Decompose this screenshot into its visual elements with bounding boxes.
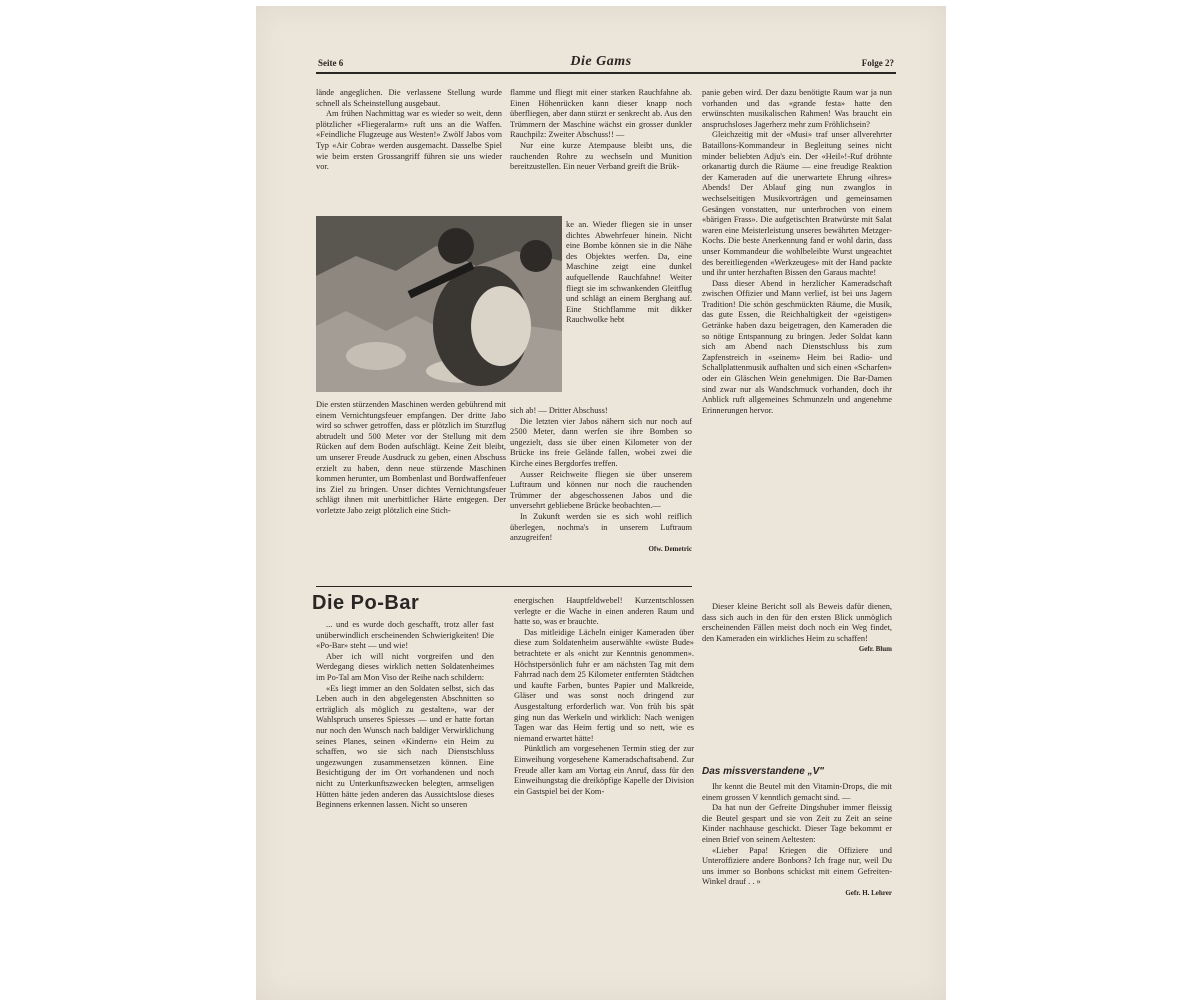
paragraph: «Es liegt immer an den Soldaten selbst, sich das Leben auch in den abgelegensten Abschnitten so erträglich als möglich zu gestalten», war der Wahlspruch unseres Spiesses — und er hatte fortan nur noch den Wunsch nach baldiger Verwirklichung seines Planes, seinen «Kindern» ein Heim zu schaffen, wo sie sich nach Dienstschluss ungezwungen zusammensetzen können. Eine Besichtigung der im Ort vorhandenen und noch nicht zu Unterkunftszwecken belegten, armseligen Hütten hätte jeden anderen das Aussichtslose dieses Beginnens erkennen lassen. Nicht so unseren (316, 683, 494, 810)
column-2-top (510, 88, 692, 173)
paragraph: Nur eine kurze Atempause bleibt uns, die rauchenden Rohre zu wechseln und Munition bereitzustellen. Ein neuer Verband greift die Brük- (510, 140, 692, 172)
pobar-column-2 (514, 596, 694, 797)
soldiers-photo (316, 216, 562, 392)
paragraph: Ausser Reichweite fliegen sie über unserem Luftraum und können nur noch die rauchenden Trümmer der abgeschossenen Jabos und die unversehrt gebliebene Brücke beobachten.— (510, 469, 692, 511)
column-2-bottom (510, 406, 692, 554)
background-left (0, 0, 256, 1000)
masthead-title: Die Gams (570, 54, 632, 69)
photo-caption (316, 400, 506, 517)
paragraph: Dass dieser Abend in herzlicher Kameradschaft zwischen Offizier und Mann verlief, ist bei uns Jagern Tradition! Die schön geschmückten Räume, die Musik, das gute Essen, die Reichhaltigkeit der «geistigen» Getränke haben dazu beigetragen, den Kameraden die so nötige Entspannung zu bringen. Jeder Soldat kann sich am Abend nach Dienstschluss bis zum Zapfenstreich in «seinem» Heim bei Radio- und Schallplattenmusik aufhalten und sich einen «Scharfen» oder ein Gläschen Wein genehmigen. Die Bar-Damen sind zwar nur als Wandschmuck vorhanden, doch ihr Anblick ruft allgemeines Schmunzeln und angenehme Erinnerungen hervor. (702, 278, 892, 415)
paragraph: sich ab! — Dritter Abschuss! (510, 406, 608, 415)
paragraph: In Zukunft werden sie es sich wohl reiflich überlegen, nochma's in unserem Luftraum anzugreifen! (510, 511, 692, 543)
paragraph: Am frühen Nachmittag war es wieder so weit, denn plötzlicher «Fliegeralarm» ruft uns an die Waffen. «Feindliche Flugzeuge aus Westen!» Zwölf Jabos vom Typ «Air Cobra» werden ausgemacht. Dasselbe Spiel wie beim ersten Grossangriff führen sie uns wieder vor. (316, 109, 502, 172)
caption-text: Die ersten stürzenden Maschinen werden gebührend mit einem Vernichtungsfeuer empfangen. Der dritte Jabo wird so schwer getroffen, dass er plötzlich im Sturzflug abtrudelt und 500 Meter vor der Stellung mit dem Rücken auf dem Boden aufschlägt. Keine Zeit bleibt, um unserer Freude Ausdruck zu geben, einen Abschuss erzielt zu haben, denn neue stürzende Maschinen kommen herunter, um Bombenlast und Bordwaffenfeuer ins Ziel zu bringen. Unser dichtes Vernichtungsfeuer schlägt ihnen mit unerbittlicher Härte entgegen. Der vorletzte Jabo zeigt plötzlich eine Stich- (316, 400, 506, 515)
paragraph: Die letzten vier Jabos nähern sich nur noch auf 2500 Meter, dann werfen sie ihre Bomben so ungezielt, dass sie über einen Kilometer von der Brücke ins freie Gelände fallen, wobei zwei die Kirche eines Bergdorfes treffen. (510, 416, 692, 468)
column-3-bottom (702, 602, 892, 655)
column-1-top (316, 88, 502, 173)
paragraph: Dieser kleine Bericht soll als Beweis dafür dienen, dass sich auch in den für den ersten Blick unmöglich erscheinenden Fällen meist doch noch ein Weg findet, den Kameraden ein wirkliches Heim zu schaffen! (702, 602, 892, 643)
paragraph: ... und es wurde doch geschafft, trotz aller fast unüberwindlich erscheinenden Schwierigkeiten! Die «Po-Bar» steht — und wie! (316, 620, 494, 651)
paragraph: Gleichzeitig mit der «Musi» traf unser allverehrter Bataillons-Kommandeur in Begleitung seines nicht minder beliebten Adju's ein. Der «Heil»!-Ruf dröhnte orkanartig durch die Räume — eine freudige Reaktion der Kameraden auf die unerwartete Ehrung «ihres» Abends! Der Ablauf ging nun zwanglos in wechselseitigen Musikvorträgen und gemeinsamen Gesängen vonstatten, nur unterbrochen von einem «bärigen Frass». Die aufgetischten Bratwürste mit Salat waren eine Meisterleistung unseres bewährten Metzger-Kochs. Die beste Anerkennung fand er wohl darin, dass unser Kommandeur die wohlbeleibte Wurst ungeachtet des bereitliegenden «Werkzeuges» mit der Hand packte und ihr unter herzhaften Bissen den Garaus machte! (702, 130, 892, 278)
header-rule (316, 72, 896, 74)
paragraph: panie geben wird. Der dazu benötigte Raum war ja nun vorhanden und das «grande festa» hatte den erwünschten musikalischen Rahmen! Was braucht ein anspruchsloses Jagerherz mehr zum Fröhlichsein? (702, 88, 892, 129)
author-signature: Gefr. Blum (858, 645, 892, 654)
paragraph: ke an. Wieder fliegen sie in unser dichtes Abwehrfeuer hinein. Nicht eine Bombe können sie in die Nähe des Objektes werfen. Da, eine Maschine zeigt eine dunkel aufquellende Rauchfahne! Weiter fliegt sie im schwankenden Gleitflug und schlägt an einem Berghang auf. Eine Stichflamme mit dikker Rauchwolke hebt (566, 220, 692, 325)
column-3-top (702, 88, 892, 416)
background-right (946, 0, 1200, 1000)
issue-number: Folge 2? (861, 58, 894, 68)
page-number: Seite 6 (318, 58, 344, 68)
paragraph: Da hat nun der Gefreite Dingshuber immer fleissig die Beutel gespart und sie von Zeit zu Zeit an seine Kinder nachhause geschickt. Dieser Tage bekommt er einen Brief von seinem Aeltesten: (702, 803, 892, 844)
column-2-middle (566, 220, 692, 326)
paragraph: lände angeglichen. Die verlassene Stellung wurde schnell als Scheinstellung ausgebaut. (316, 88, 502, 108)
paragraph: Ihr kennt die Beutel mit den Vitamin-Drops, die mit einem grossen V kenntlich gemacht sind. — (702, 782, 892, 802)
paragraph: Aber ich will nicht vorgreifen und den Werdegang dieses wirklich netten Soldatenheimes im Po-Tal am Mon Viso der Reihe nach schildern: (316, 651, 494, 682)
article-heading: Die Po-Bar (312, 592, 420, 614)
author-signature: Ofw. Demetric (648, 544, 692, 553)
missverstanden-article (702, 782, 892, 899)
pobar-column-1 (316, 620, 494, 811)
paragraph: Pünktlich am vorgesehenen Termin stieg der zur Einweihung vorgesehene Kameradschaftsabend. Zur Freude aller kam am Vortag ein Anruf, dass für den Einweihungstag die dreiköpfige Kapelle der Division ein Gastspiel bei der Kom- (514, 744, 694, 796)
paragraph: energischen Hauptfeldwebel! Kurzentschlossen verlegte er die Wache in einen anderen Raum und hatte so, was er brauchte. (514, 596, 694, 627)
section-divider (316, 586, 692, 587)
paragraph: flamme und fliegt mit einer starken Rauchfahne ab. Einen Höhenrücken kann dieser knapp noch überfliegen, aber dann stürzt er senkrecht ab. Aus den Trümmern der Maschine wächst ein grosser dunkler Rauchpilz: Zweiter Abschuss!! — (510, 88, 692, 140)
author-signature: Gefr. H. Lehrer (845, 888, 892, 897)
article-heading: Das missverstandene „V" (702, 766, 825, 777)
paragraph: «Lieber Papa! Kriegen die Offiziere und Unteroffiziere andere Bonbons? Ich frage nur, weil Du uns immer so Bonbons schickst mit einem Gefreiten-Winkel drauf . . » (702, 845, 892, 887)
paragraph: Das mitleidige Lächeln einiger Kameraden über diese zum Soldatenheim auserwählte «wüste Bude» betrachtete er als «nicht zur Kenntnis genommen». Höchstpersönlich fuhr er am nächsten Tag mit dem Fahrrad nach dem 25 Kilometer entfernten Städtchen und kaufte Farben, buntes Papier und Malkreide, Gläser und was sonst noch dringend zur Ausgestaltung erforderlich war. Von früh bis spät ging nun das Werkeln und wirklich: Nach wenigen Tagen war das Heim fertig und so nett, wie es niemand erwartet hätte! (514, 627, 694, 743)
newspaper-page (256, 6, 946, 1000)
